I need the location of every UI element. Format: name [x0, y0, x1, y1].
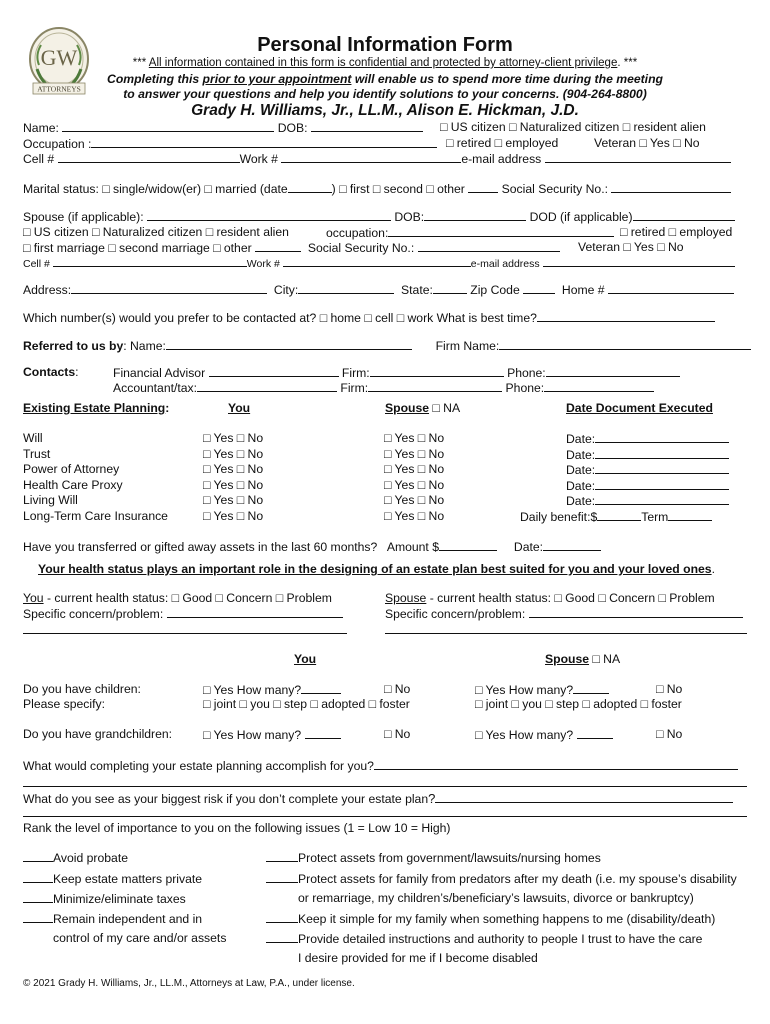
spouse-occupation-field[interactable]: [388, 225, 614, 237]
client-occupation-field[interactable]: [91, 136, 437, 148]
estate-planning-heading: Existing Estate Planning:: [23, 401, 170, 415]
accountant-row: Accountant/tax: Firm: Phone:: [113, 380, 654, 395]
confidentiality-notice: *** All information contained in this form is confidential and protected by attorney-client privilege. ***: [132, 57, 638, 69]
spouse-grandchildren-no-checkbox[interactable]: □ No: [656, 727, 683, 741]
spouse-concern-line-2[interactable]: [385, 633, 747, 634]
attorney-names: Grady H. Williams, Jr., LL.M., Alison E. Hickman, J.D.: [191, 102, 579, 119]
client-health-status[interactable]: You - current health status: □ Good □ Concern □ Problem: [23, 591, 332, 605]
svg-text:GW: GW: [40, 45, 78, 70]
spouse-children-yes: [475, 682, 609, 697]
client-children-count-field[interactable]: [301, 682, 341, 694]
spouse-grandchildren-yes: [475, 727, 613, 742]
spouse-name-field[interactable]: [147, 209, 391, 221]
rank-value-field[interactable]: [23, 871, 53, 883]
address-field[interactable]: [71, 282, 267, 294]
rank-value-field[interactable]: [266, 931, 298, 943]
accountant-phone-field[interactable]: [544, 380, 654, 392]
daily-benefit-entry: Daily benefit:$ Term: [520, 509, 712, 524]
contact-preference-row: Which number(s) would you prefer to be contacted at? □ home □ cell □ work What is best time?: [23, 310, 715, 325]
health-status-banner: Your health status plays an important role in the designing of an estate plan best suited for you and your loved ones.: [38, 562, 715, 576]
advisor-firm-field[interactable]: [370, 365, 504, 377]
client-dob-field[interactable]: [311, 120, 423, 132]
accountant-firm-field[interactable]: [368, 380, 502, 392]
transfer-amount-field[interactable]: [439, 539, 497, 551]
estate-date-field[interactable]: [595, 447, 729, 459]
estate-date-field[interactable]: [595, 493, 729, 505]
client-phone-row: Cell # Work # e-mail address: [23, 151, 731, 166]
estate-you-yes-no[interactable]: □ Yes □ No: [203, 447, 264, 461]
accountant-name-field[interactable]: [197, 380, 337, 392]
ranking-intro: Rank the level of importance to you on the following issues (1 = Low 10 = High): [23, 821, 451, 835]
spouse-marriage-other-field[interactable]: [255, 240, 301, 252]
client-children-no-checkbox[interactable]: □ No: [384, 682, 411, 696]
spouse-children-yes-checkbox[interactable]: □ Yes How many?: [475, 683, 574, 697]
family-spouse-na-checkbox[interactable]: □ NA: [589, 652, 621, 666]
spouse-children-no-checkbox[interactable]: □ No: [656, 682, 683, 696]
estate-item-label: Trust: [23, 447, 51, 461]
spouse-child-relation-options[interactable]: □ joint □ you □ step □ adopted □ foster: [475, 697, 682, 711]
term-field[interactable]: [668, 509, 712, 521]
rank-left-continuation: control of my care and/or assets: [53, 931, 227, 945]
estate-date-field[interactable]: [595, 431, 729, 443]
client-occupation-row: Occupation :: [23, 136, 437, 151]
instruction-line-2: to answer your questions and help you identify solutions to your concerns. (904-264-8800): [123, 87, 647, 101]
estate-date-entry: Date:: [566, 462, 729, 477]
spouse-citizenship-options[interactable]: □ US citizen □ Naturalized citizen □ resident alien: [23, 225, 289, 239]
children-question: Do you have children:: [23, 682, 141, 696]
client-cell-field[interactable]: [58, 151, 240, 163]
spouse-occupation-row: occupation:: [326, 225, 614, 240]
referrer-firm-field[interactable]: [499, 338, 751, 350]
spouse-concern-row: Specific concern/problem:: [385, 606, 743, 621]
advisor-phone-field[interactable]: [546, 365, 680, 377]
client-name-field[interactable]: [62, 120, 274, 132]
estate-spouse-yes-no[interactable]: □ Yes □ No: [384, 493, 445, 507]
address-row: Address: City: State: Zip Code Home #: [23, 282, 734, 297]
estate-spouse-yes-no[interactable]: □ Yes □ No: [384, 509, 445, 523]
instruction-line-1: Completing this prior to your appointment will enable us to spend more time during the meeting: [107, 72, 663, 86]
client-work-field[interactable]: [281, 151, 461, 163]
client-ssn-field[interactable]: [611, 181, 731, 193]
risk-question: What do you see as your biggest risk if you don’t complete your estate plan?: [23, 791, 733, 806]
client-grandchildren-yes-checkbox[interactable]: □ Yes How many?: [203, 728, 302, 742]
svg-text:ATTORNEYS: ATTORNEYS: [37, 84, 81, 94]
grandchildren-question: Do you have grandchildren:: [23, 727, 173, 741]
estate-you-yes-no[interactable]: □ Yes □ No: [203, 431, 264, 445]
estate-date-entry: Date:: [566, 478, 729, 493]
estate-spouse-yes-no[interactable]: □ Yes □ No: [384, 447, 445, 461]
marriage-date-field[interactable]: [288, 181, 332, 193]
referrer-name-field[interactable]: [166, 338, 412, 350]
rank-item-right: Protect assets from government/lawsuits/nursing homes: [266, 850, 601, 865]
estate-spouse-yes-no[interactable]: □ Yes □ No: [384, 478, 445, 492]
estate-date-field[interactable]: [595, 478, 729, 490]
estate-date-field[interactable]: [595, 462, 729, 474]
marriage-number-options[interactable]: ) □ first □ second □ other: [331, 182, 465, 196]
contact-preference-options[interactable]: □ home □ cell □ work: [319, 311, 434, 325]
client-email-field[interactable]: [545, 151, 731, 163]
estate-spouse-na-checkbox[interactable]: □ NA: [429, 401, 461, 415]
estate-item-label: Long-Term Care Insurance: [23, 509, 168, 523]
spouse-marriage-options[interactable]: □ first marriage □ second marriage □ other: [23, 241, 252, 255]
estate-item-label: Living Will: [23, 493, 78, 507]
spouse-phone-row: Cell # Work # e-mail address: [23, 255, 735, 271]
spouse-grandchildren-yes-checkbox[interactable]: □ Yes How many?: [475, 728, 574, 742]
client-employment-options[interactable]: □ retired □ employed: [446, 136, 559, 150]
rank-value-field[interactable]: [266, 911, 298, 923]
rank-value-field[interactable]: [23, 891, 53, 903]
marital-options[interactable]: □ single/widow(er) □ married (date: [102, 182, 288, 196]
best-time-field[interactable]: [537, 310, 715, 322]
accomplish-answer-field[interactable]: [374, 758, 738, 770]
client-children-yes-checkbox[interactable]: □ Yes How many?: [203, 683, 302, 697]
spouse-email-field[interactable]: [543, 255, 735, 267]
spouse-grandchildren-count-field[interactable]: [577, 727, 613, 739]
client-veteran-options[interactable]: Veteran □ Yes □ No: [594, 136, 700, 150]
asset-transfer-row: Have you transferred or gifted away assets in the last 60 months? Amount $ Date:: [23, 539, 601, 554]
rank-right-continuation-2: I desire provided for me if I become disabled: [298, 951, 538, 965]
estate-you-yes-no[interactable]: □ Yes □ No: [203, 478, 264, 492]
spouse-employment-options[interactable]: □ retired □ employed: [620, 225, 733, 239]
estate-spouse-yes-no[interactable]: □ Yes □ No: [384, 462, 445, 476]
rank-value-field[interactable]: [266, 850, 298, 862]
risk-answer-field[interactable]: [435, 791, 733, 803]
advisor-row: Financial Advisor Firm: Phone:: [113, 365, 680, 380]
rank-item-right: Keep it simple for my family when something happens to me (disability/death): [266, 911, 715, 926]
spouse-dod-field[interactable]: [633, 209, 735, 221]
risk-answer-line-2[interactable]: [23, 816, 747, 817]
rank-right-continuation-1: or remarriage, my children’s/beneficiary’s lawsuits, divorce or bankruptcy): [298, 891, 694, 905]
spouse-veteran-options[interactable]: Veteran □ Yes □ No: [578, 240, 684, 254]
estate-item-label: Power of Attorney: [23, 462, 120, 476]
client-grandchildren-no-checkbox[interactable]: □ No: [384, 727, 411, 741]
accomplish-answer-line-2[interactable]: [23, 786, 747, 787]
copyright-footer: © 2021 Grady H. Williams, Jr., LL.M., Attorneys at Law, P.A., under license.: [23, 978, 355, 989]
client-concern-line-2[interactable]: [23, 633, 347, 634]
daily-benefit-field[interactable]: [597, 509, 641, 521]
rank-item-right: Provide detailed instructions and authority to people I trust to have the care: [266, 931, 702, 946]
marriage-other-field[interactable]: [468, 181, 498, 193]
transfer-date-field[interactable]: [543, 539, 601, 551]
client-concern-field[interactable]: [167, 606, 343, 618]
rank-item-left: Avoid probate: [23, 850, 128, 865]
estate-item-label: Health Care Proxy: [23, 478, 123, 492]
spouse-concern-field[interactable]: [529, 606, 743, 618]
family-spouse-heading: Spouse □ NA: [545, 652, 621, 666]
client-citizenship-options[interactable]: □ US citizen □ Naturalized citizen □ resident alien: [440, 120, 706, 134]
rank-value-field[interactable]: [23, 850, 53, 862]
estate-date-entry: Date:: [566, 431, 729, 446]
rank-item-left: Minimize/eliminate taxes: [23, 891, 186, 906]
estate-you-yes-no[interactable]: □ Yes □ No: [203, 509, 264, 523]
client-grandchildren-yes: [203, 727, 341, 742]
home-phone-field[interactable]: [608, 282, 734, 294]
spouse-ssn-field[interactable]: [418, 240, 560, 252]
client-children-yes: [203, 682, 341, 697]
spouse-health-status[interactable]: Spouse - current health status: □ Good □ Concern □ Problem: [385, 591, 715, 605]
estate-item-label: Will: [23, 431, 43, 445]
spouse-cell-field[interactable]: [53, 255, 247, 267]
estate-you-yes-no[interactable]: □ Yes □ No: [203, 462, 264, 476]
estate-date-entry: Date:: [566, 447, 729, 462]
client-child-relation-options[interactable]: □ joint □ you □ step □ adopted □ foster: [203, 697, 410, 711]
referral-row: Referred to us by: Name: Firm Name:: [23, 338, 751, 353]
advisor-name-field[interactable]: [209, 365, 339, 377]
spouse-work-field[interactable]: [283, 255, 471, 267]
estate-date-entry: Date:: [566, 493, 729, 508]
estate-spouse-heading: Spouse □ NA: [385, 401, 461, 415]
state-field[interactable]: [433, 282, 467, 294]
family-you-heading: You: [294, 652, 317, 666]
rank-item-left: Remain independent and in: [23, 911, 202, 926]
rank-item-left: Keep estate matters private: [23, 871, 202, 886]
date-executed-heading: Date Document Executed: [566, 401, 713, 415]
city-field[interactable]: [298, 282, 394, 294]
spouse-marriage-row: □ first marriage □ second marriage □ other Social Security No.:: [23, 240, 560, 255]
client-grandchildren-count-field[interactable]: [305, 727, 341, 739]
client-name-row: Name: DOB:: [23, 120, 423, 135]
zip-field[interactable]: [523, 282, 555, 294]
spouse-children-count-field[interactable]: [573, 682, 609, 694]
page-title: Personal Information Form: [257, 34, 513, 56]
rank-item-right: Protect assets for family from predators after my death (i.e. my spouse’s disability: [266, 871, 737, 886]
rank-value-field[interactable]: [23, 911, 53, 923]
estate-spouse-yes-no[interactable]: □ Yes □ No: [384, 431, 445, 445]
spouse-dob-field[interactable]: [424, 209, 526, 221]
estate-you-yes-no[interactable]: □ Yes □ No: [203, 493, 264, 507]
accomplish-question: What would completing your estate planning accomplish for you?: [23, 758, 738, 773]
rank-value-field[interactable]: [266, 871, 298, 883]
spouse-name-row: Spouse (if applicable): DOB: DOD (if applicable): [23, 209, 735, 224]
contacts-heading: Contacts:: [23, 365, 79, 379]
marital-status-row: Marital status: □ single/widow(er) □ married (date ) □ first □ second □ other Social Security No.:: [23, 181, 731, 196]
estate-you-heading: You: [228, 401, 251, 415]
please-specify-label: Please specify:: [23, 697, 105, 711]
client-concern-row: Specific concern/problem:: [23, 606, 343, 621]
